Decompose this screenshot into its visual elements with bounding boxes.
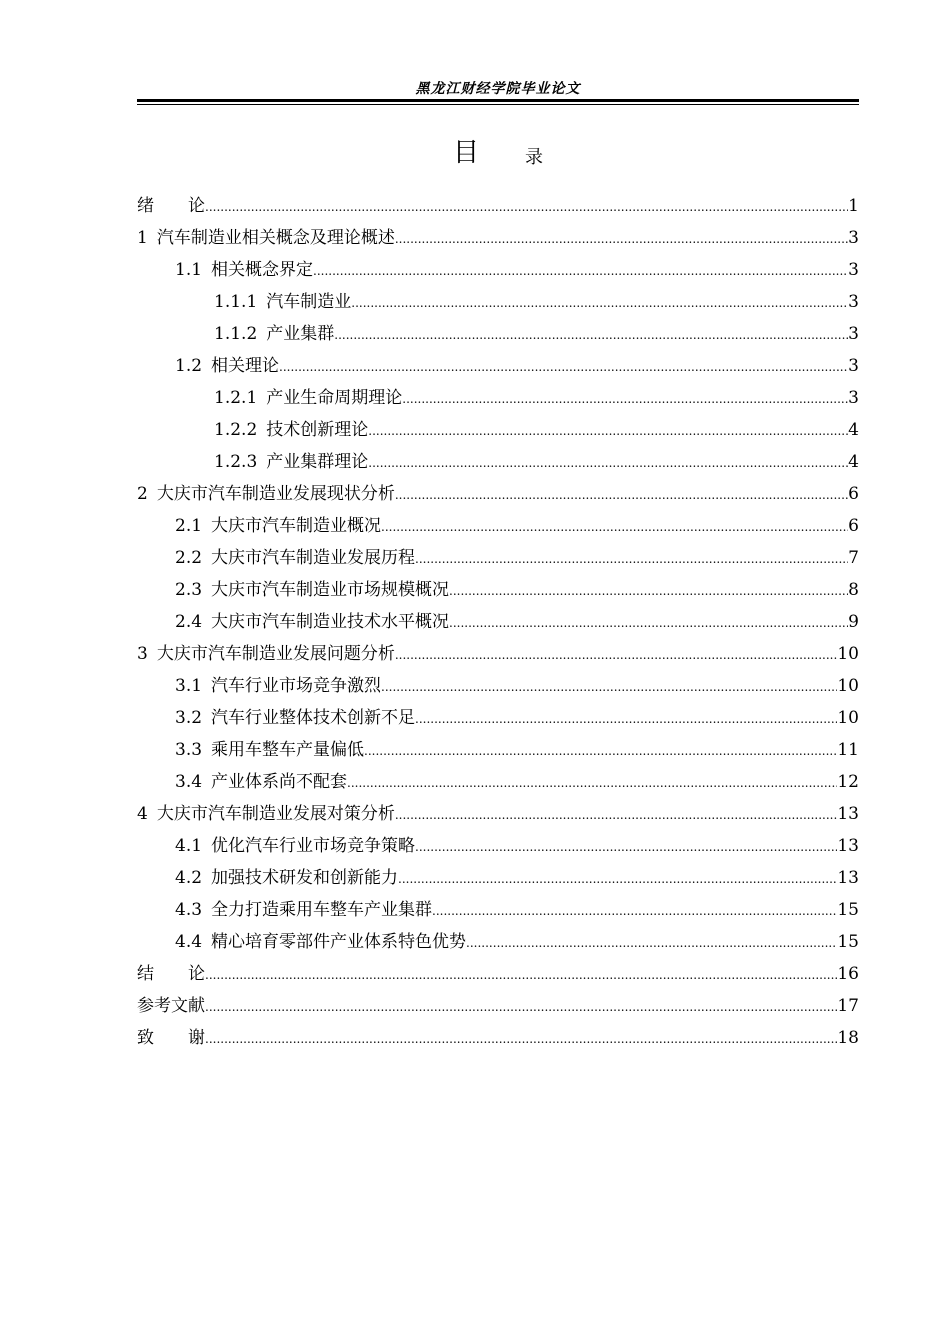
toc-heading — [137, 136, 859, 170]
toc-dot-leader — [402, 383, 848, 415]
toc-entry[interactable] — [137, 350, 859, 382]
toc-entry-number: 1.2.1 — [214, 388, 258, 408]
toc-entry[interactable] — [137, 254, 859, 286]
toc-entry-number: 2.4 — [175, 612, 203, 632]
toc-entry[interactable] — [137, 382, 859, 414]
toc-entry-title: 精心培育零部件产业体系特色优势 — [211, 932, 467, 952]
toc-entry[interactable] — [137, 478, 859, 510]
toc-entry-title: 产业集群理论 — [266, 452, 369, 472]
toc-entry-title: 绪 论 — [137, 196, 205, 216]
toc-entry-number: 2.3 — [175, 580, 203, 600]
toc-page-number: 10 — [837, 676, 859, 696]
toc-entry-title: 加强技术研发和创新能力 — [211, 868, 399, 888]
header-rule-thick — [137, 99, 859, 102]
toc-entry-title: 大庆市汽车制造业市场规模概况 — [211, 580, 450, 600]
toc-page-number: 13 — [837, 836, 859, 856]
toc-dot-leader — [449, 607, 848, 639]
toc-entry-number: 1 — [137, 228, 148, 248]
toc-entry-number: 4.2 — [175, 868, 203, 888]
toc-page-number: 1 — [848, 196, 859, 216]
toc-dot-leader — [466, 927, 837, 959]
toc-entry-title: 大庆市汽车制造业发展现状分析 — [156, 484, 395, 504]
toc-entry[interactable] — [137, 990, 859, 1022]
toc-page-number: 3 — [848, 292, 859, 312]
toc-dot-leader — [398, 863, 837, 895]
toc-page-number: 3 — [848, 228, 859, 248]
toc-entry[interactable] — [137, 222, 859, 254]
toc-dot-leader — [368, 415, 848, 447]
toc-entry-title: 大庆市汽车制造业技术水平概况 — [211, 612, 450, 632]
toc-entry[interactable] — [137, 734, 859, 766]
toc-entry-title: 汽车制造业相关概念及理论概述 — [156, 228, 395, 248]
toc-entry-title: 相关概念界定 — [211, 260, 314, 280]
toc-entry-number: 1.2.2 — [214, 420, 258, 440]
toc-entry[interactable] — [137, 414, 859, 446]
toc-dot-leader — [415, 543, 848, 575]
toc-entry-label — [175, 702, 415, 734]
toc-entry-number: 1.1.2 — [214, 324, 258, 344]
toc-entry-number: 1.2 — [175, 356, 203, 376]
toc-dot-leader — [368, 447, 848, 479]
toc-entry[interactable] — [137, 574, 859, 606]
toc-dot-leader — [279, 351, 848, 383]
toc-page-number: 7 — [848, 548, 859, 568]
toc-page-number: 6 — [848, 516, 859, 536]
toc-entry[interactable] — [137, 606, 859, 638]
toc-page-number: 3 — [848, 260, 859, 280]
toc-page-number: 16 — [837, 964, 859, 984]
toc-page-number: 10 — [837, 644, 859, 664]
toc-entry[interactable] — [137, 286, 859, 318]
toc-entry-title: 优化汽车行业市场竞争策略 — [211, 836, 416, 856]
toc-entry-number: 2.2 — [175, 548, 203, 568]
toc-page-number: 11 — [837, 740, 859, 760]
toc-entry-title: 大庆市汽车制造业发展问题分析 — [156, 644, 395, 664]
toc-entry-title: 乘用车整车产量偏低 — [211, 740, 365, 760]
toc-entry-label — [137, 990, 205, 1022]
toc-entry-title: 结 论 — [137, 964, 205, 984]
toc-entry-label — [214, 414, 368, 446]
toc-entry-label — [214, 286, 351, 318]
toc-entry-label — [137, 190, 205, 222]
toc-entry-title: 大庆市汽车制造业概况 — [211, 516, 382, 536]
toc-page-number: 4 — [848, 452, 859, 472]
toc-dot-leader — [381, 511, 848, 543]
toc-page-number: 8 — [848, 580, 859, 600]
toc-dot-leader — [415, 831, 837, 863]
toc-entry-number: 3.3 — [175, 740, 203, 760]
toc-page-number: 3 — [848, 356, 859, 376]
toc-entry[interactable] — [137, 190, 859, 222]
toc-entry-label — [137, 478, 395, 510]
toc-page-number: 10 — [837, 708, 859, 728]
toc-entry[interactable] — [137, 862, 859, 894]
toc-page-number: 15 — [837, 932, 859, 952]
toc-dot-leader — [395, 799, 838, 831]
toc-entry-number: 4.3 — [175, 900, 203, 920]
toc-entry-label — [175, 766, 347, 798]
toc-entry-label — [137, 222, 395, 254]
table-of-contents — [137, 190, 859, 1054]
toc-entry-label — [137, 638, 395, 670]
toc-entry-number: 1.1 — [175, 260, 203, 280]
header-rule-thin — [137, 104, 859, 105]
toc-entry-label — [175, 542, 415, 574]
toc-entry-number: 4.4 — [175, 932, 203, 952]
toc-dot-leader — [415, 703, 837, 735]
toc-entry[interactable] — [137, 830, 859, 862]
toc-dot-leader — [395, 479, 848, 511]
toc-page-number: 13 — [837, 868, 859, 888]
toc-dot-leader — [347, 767, 837, 799]
toc-entry[interactable] — [137, 958, 859, 990]
toc-entry[interactable] — [137, 926, 859, 958]
toc-dot-leader — [449, 575, 848, 607]
toc-entry-title: 大庆市汽车制造业发展历程 — [211, 548, 416, 568]
toc-entry-label — [175, 574, 449, 606]
toc-entry-number: 3 — [137, 644, 148, 664]
toc-page-number: 3 — [848, 324, 859, 344]
toc-entry-label — [214, 446, 368, 478]
toc-page-number: 17 — [837, 996, 859, 1016]
toc-entry-title: 致 谢 — [137, 1028, 205, 1048]
toc-entry-number: 1.1.1 — [214, 292, 258, 312]
toc-dot-leader — [205, 1023, 837, 1055]
toc-entry-label — [137, 1022, 205, 1054]
toc-entry-number: 4.1 — [175, 836, 203, 856]
toc-entry[interactable] — [137, 638, 859, 670]
toc-page-number: 4 — [848, 420, 859, 440]
toc-page-number: 15 — [837, 900, 859, 920]
toc-entry-title: 相关理论 — [211, 356, 280, 376]
toc-page-number: 6 — [848, 484, 859, 504]
toc-dot-leader — [395, 639, 838, 671]
toc-entry-label — [175, 254, 313, 286]
toc-entry[interactable] — [137, 670, 859, 702]
toc-entry-title: 汽车制造业 — [266, 292, 352, 312]
toc-entry-number: 3.1 — [175, 676, 203, 696]
toc-entry[interactable] — [137, 702, 859, 734]
toc-entry-label — [175, 670, 381, 702]
toc-entry[interactable] — [137, 446, 859, 478]
toc-entry-label — [175, 926, 466, 958]
toc-entry-number: 2 — [137, 484, 148, 504]
toc-entry-title: 汽车行业整体技术创新不足 — [211, 708, 416, 728]
running-header: 黑龙江财经学院毕业论文 — [415, 81, 581, 97]
toc-entry-title: 产业生命周期理论 — [266, 388, 403, 408]
toc-dot-leader — [381, 671, 837, 703]
toc-dot-leader — [205, 959, 837, 991]
toc-entry[interactable] — [137, 798, 859, 830]
toc-entry-number: 1.2.3 — [214, 452, 258, 472]
toc-dot-leader — [395, 223, 848, 255]
toc-entry[interactable] — [137, 510, 859, 542]
toc-dot-leader — [205, 191, 848, 223]
toc-entry-title: 大庆市汽车制造业发展对策分析 — [156, 804, 395, 824]
toc-heading-char-1: 目 — [452, 138, 479, 168]
toc-entry-label — [175, 734, 364, 766]
toc-entry-number: 4 — [137, 804, 148, 824]
toc-entry-title: 参考文献 — [137, 996, 205, 1016]
toc-entry-number: 3.2 — [175, 708, 203, 728]
toc-dot-leader — [334, 319, 848, 351]
toc-entry-label — [175, 350, 279, 382]
toc-entry[interactable] — [137, 766, 859, 798]
toc-entry-title: 汽车行业市场竞争激烈 — [211, 676, 382, 696]
toc-page-number: 12 — [837, 772, 859, 792]
toc-heading-char-2: 录 — [525, 147, 543, 168]
toc-entry-label — [137, 958, 205, 990]
toc-entry-label — [214, 382, 402, 414]
toc-entry-number: 2.1 — [175, 516, 203, 536]
toc-dot-leader — [364, 735, 837, 767]
toc-page-number: 9 — [848, 612, 859, 632]
toc-entry-label — [175, 894, 432, 926]
toc-page-number: 13 — [837, 804, 859, 824]
toc-dot-leader — [351, 287, 848, 319]
toc-page-number: 3 — [848, 388, 859, 408]
toc-entry-title: 全力打造乘用车整车产业集群 — [211, 900, 433, 920]
toc-entry[interactable] — [137, 894, 859, 926]
toc-entry-label — [175, 606, 449, 638]
toc-entry-label — [175, 862, 398, 894]
toc-entry-label — [175, 830, 415, 862]
toc-dot-leader — [313, 255, 848, 287]
toc-dot-leader — [432, 895, 837, 927]
toc-entry-title: 产业体系尚不配套 — [211, 772, 348, 792]
toc-entry-label — [175, 510, 381, 542]
toc-page-number: 18 — [837, 1028, 859, 1048]
toc-dot-leader — [205, 991, 837, 1023]
toc-entry[interactable] — [137, 1022, 859, 1054]
toc-entry-title: 技术创新理论 — [266, 420, 369, 440]
toc-entry-title: 产业集群 — [266, 324, 335, 344]
toc-entry[interactable] — [137, 318, 859, 350]
toc-entry-label — [214, 318, 334, 350]
toc-entry-number: 3.4 — [175, 772, 203, 792]
toc-entry-label — [137, 798, 395, 830]
toc-entry[interactable] — [137, 542, 859, 574]
